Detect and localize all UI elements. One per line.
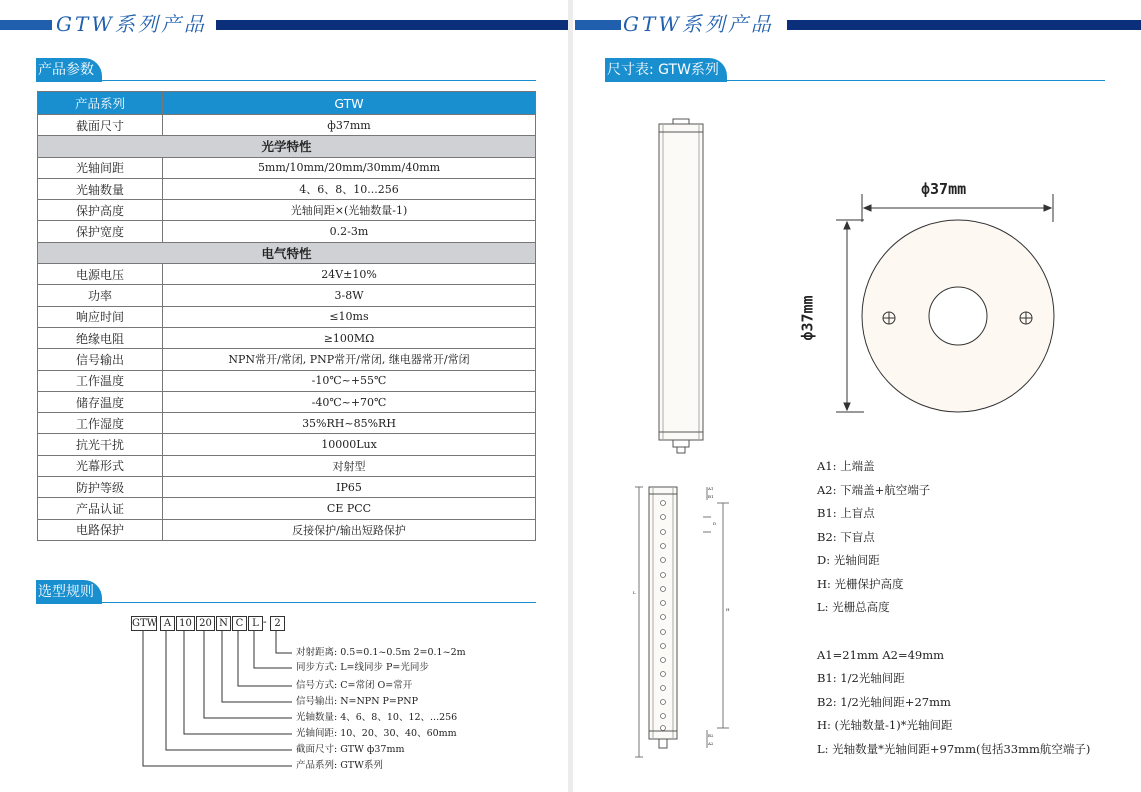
row-value: 反接保护/输出短路保护 xyxy=(163,519,536,540)
row-key: 防护等级 xyxy=(38,477,163,498)
formula-b1: B1: 1/2光轴间距 xyxy=(817,671,905,685)
formula-h: H: (光轴数量-1)*光轴间距 xyxy=(817,718,953,732)
rule-series: 产品系列: GTW系列 xyxy=(296,760,383,771)
row-value: 0.2-3m xyxy=(163,221,536,242)
mark-l: L xyxy=(633,590,636,595)
row-value: -40℃~+70℃ xyxy=(163,391,536,412)
banner-title: GTW系列产品 xyxy=(56,12,207,36)
mark-b2: B2 xyxy=(708,733,714,738)
row-key: 电路保护 xyxy=(38,519,163,540)
code-box-count: 20 xyxy=(196,616,215,631)
header-key: 产品系列 xyxy=(38,92,163,115)
row-value: 10000Lux xyxy=(163,434,536,455)
row-key: 光轴数量 xyxy=(38,178,163,199)
cross-section-drawing xyxy=(836,194,1054,412)
dim-label-vertical: ф37mm xyxy=(798,295,817,341)
code-box-series: GTW xyxy=(132,618,157,629)
row-value: 3-8W xyxy=(163,285,536,306)
mark-a1: A1 xyxy=(708,486,714,491)
row-value: ф37mm xyxy=(163,115,536,136)
section-title: 产品参数 xyxy=(36,58,102,82)
right-page xyxy=(573,0,1141,792)
rule-output: 信号输出: N=NPN P=PNP xyxy=(296,696,418,707)
row-key: 保护高度 xyxy=(38,200,163,221)
row-key: 信号输出 xyxy=(38,349,163,370)
code-box-spacing: 10 xyxy=(176,616,195,631)
row-key: 功率 xyxy=(38,285,163,306)
code-box-section: A xyxy=(160,616,175,631)
emitter-profile-drawing xyxy=(659,119,703,453)
code-box-sync: L xyxy=(248,616,263,631)
group-label: 电气特性 xyxy=(38,242,536,263)
legend-h: H: 光栅保护高度 xyxy=(817,577,904,591)
legend-d: D: 光轴间距 xyxy=(817,553,880,567)
formula-b2: B2: 1/2光轴间距+27mm xyxy=(817,695,951,709)
row-value: ≤10ms xyxy=(163,306,536,327)
row-value: 光轴间距×(光轴数量-1) xyxy=(163,200,536,221)
section-title: 选型规则 xyxy=(36,580,102,604)
row-value: 24V±10% xyxy=(163,264,536,285)
mark-h: H xyxy=(726,607,730,612)
row-value: 35%RH~85%RH xyxy=(163,413,536,434)
row-key: 绝缘电阻 xyxy=(38,327,163,348)
legend-a2: A2: 下端盖+航空端子 xyxy=(817,483,931,497)
group-label: 光学特性 xyxy=(38,136,536,157)
legend-l: L: 光栅总高度 xyxy=(817,600,890,614)
rule-spacing: 光轴间距: 10、20、30、40、60mm xyxy=(296,728,457,739)
row-key: 储存温度 xyxy=(38,391,163,412)
row-value: CE PCC xyxy=(163,498,536,519)
left-page xyxy=(0,0,568,792)
code-leader-lines xyxy=(0,0,568,792)
row-value: 5mm/10mm/20mm/30mm/40mm xyxy=(163,157,536,178)
row-key: 保护宽度 xyxy=(38,221,163,242)
row-key: 工作湿度 xyxy=(38,413,163,434)
legend-b2: B2: 下盲点 xyxy=(817,530,875,544)
legend-b1: B1: 上盲点 xyxy=(817,506,875,520)
formula-a: A1=21mm A2=49mm xyxy=(817,648,945,662)
mark-d: D xyxy=(713,521,717,526)
banner-title: GTW系列产品 xyxy=(623,12,774,36)
row-key: 光轴间距 xyxy=(38,157,163,178)
formula-l: L: 光轴数量*光轴间距+97mm(包括33mm航空端子) xyxy=(817,742,1091,756)
row-key: 光幕形式 xyxy=(38,455,163,476)
rule-count: 光轴数量: 4、6、8、10、12、...256 xyxy=(296,712,458,723)
row-key: 工作温度 xyxy=(38,370,163,391)
row-key: 电源电压 xyxy=(38,264,163,285)
code-box-output: N xyxy=(216,616,231,631)
dim-label-horizontal: ф37mm xyxy=(921,180,967,198)
rule-sync: 同步方式: L=线同步 P=光同步 xyxy=(296,662,429,673)
code-box-distance: 2 xyxy=(270,616,285,631)
code-box-signal: C xyxy=(232,616,247,631)
code-dash: - xyxy=(263,615,267,628)
row-key: 截面尺寸 xyxy=(38,115,163,136)
mark-b1: B1 xyxy=(708,494,714,499)
row-value: IP65 xyxy=(163,477,536,498)
row-key: 产品认证 xyxy=(38,498,163,519)
rule-section: 截面尺寸: GTW ф37mm xyxy=(296,744,405,755)
receiver-profile-drawing xyxy=(635,487,729,757)
row-value: ≥100MΩ xyxy=(163,327,536,348)
row-value: NPN常开/常闭, PNP常开/常闭, 继电器常开/常闭 xyxy=(163,349,536,370)
section-title: 尺寸表: GTW系列 xyxy=(605,58,727,82)
header-value: GTW xyxy=(163,92,536,115)
mark-a2: A2 xyxy=(708,741,714,746)
row-value: 4、6、8、10...256 xyxy=(163,178,536,199)
row-key: 响应时间 xyxy=(38,306,163,327)
rule-distance: 对射距离: 0.5=0.1~0.5m 2=0.1~2m xyxy=(296,647,466,658)
row-value: 对射型 xyxy=(163,455,536,476)
legend-a1: A1: 上端盖 xyxy=(817,459,875,473)
row-value: -10℃~+55℃ xyxy=(163,370,536,391)
rule-signal: 信号方式: C=常闭 O=常开 xyxy=(296,680,413,691)
row-key: 抗光干扰 xyxy=(38,434,163,455)
